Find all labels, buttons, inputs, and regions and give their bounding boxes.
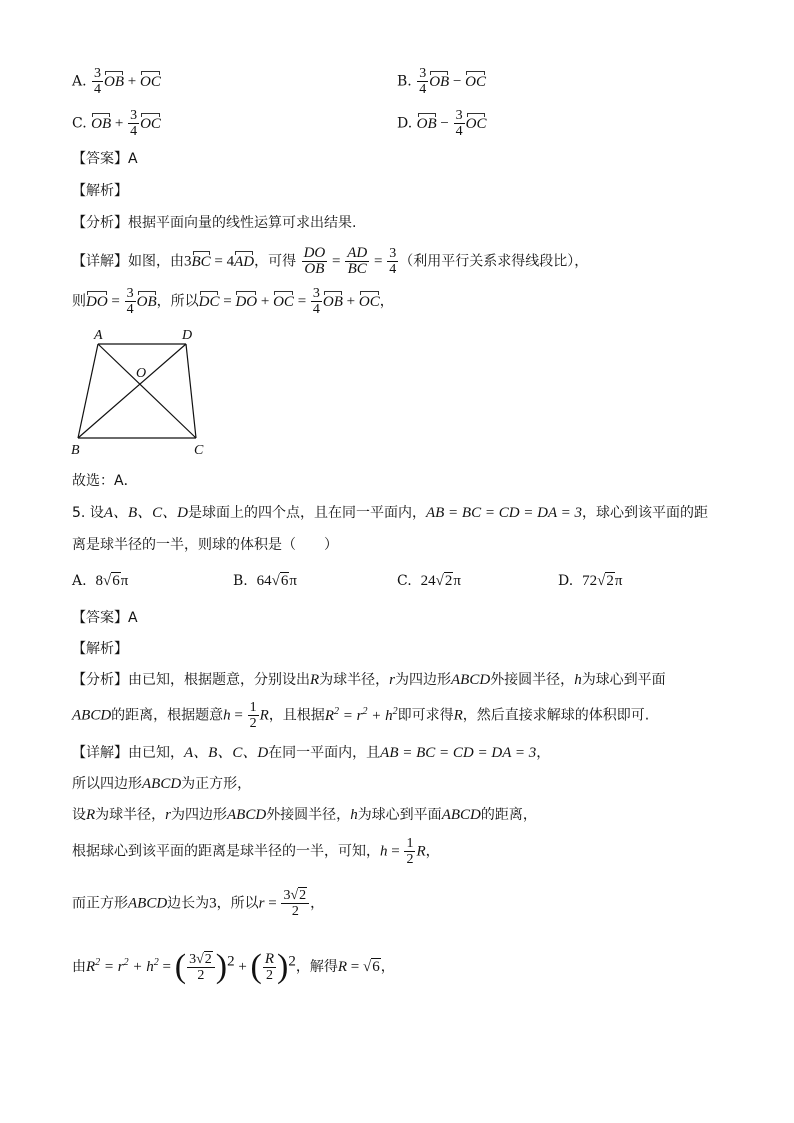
diagonal-ac bbox=[98, 344, 196, 438]
q5-fenxi-line2: ABCD的距离，根据题意h = $\frac{1}{2}$ R，且根据$R^2 = r^2 + h^2$即可求得R，然后直接求解球的体积即可. bbox=[72, 700, 650, 731]
q5-xiangjie-line1: 【详解】由已知，A、B、C、D在同一平面内，且AB = BC = CD = DA = 3， bbox=[72, 745, 551, 761]
option-label: C. bbox=[72, 115, 87, 132]
q5-option-d: D. 72√2π bbox=[558, 573, 623, 589]
label-b: B bbox=[71, 443, 80, 458]
diagonal-bd bbox=[78, 344, 186, 438]
option-label: A. bbox=[72, 73, 87, 90]
q5-line5: 而正方形ABCD边长为3，所以r = $\frac{3√2}{2}$ ， bbox=[72, 888, 325, 919]
label-c: C bbox=[194, 443, 204, 458]
edge-dc bbox=[186, 344, 196, 438]
q4-option-d: D. OB − $\frac{3}{4}$ OC bbox=[397, 108, 487, 139]
q5-option-c: C. 24√2π bbox=[397, 573, 461, 589]
label-o: O bbox=[136, 366, 147, 381]
q4-xiangjie: 【详解】如图，由3BC = 4AD，可得 $\frac{DO}{OB}$ = $\frac{AD}{BC}$ = $\frac{3}{4}$ （利用平行关系求得线段比）， bbox=[72, 245, 589, 277]
label-d: D bbox=[182, 328, 193, 343]
q5-option-a: A. 8√6π bbox=[72, 573, 129, 589]
q4-answer: 【答案】A bbox=[72, 151, 138, 167]
q4-fenxi: 【分析】根据平面向量的线性运算可求出结果. bbox=[72, 215, 357, 231]
q5-line6: 由$R^2 = r^2 + h^2$ = ( $\frac{3√2}{2}$ )$^2$ + ( $\frac{R}{2}$ )$^2$，解得R = √6， bbox=[72, 948, 395, 985]
q5-option-b: B. 64√6π bbox=[233, 573, 297, 589]
trapezoid-figure bbox=[68, 326, 218, 458]
q4-analysis-tag: 【解析】 bbox=[72, 183, 128, 199]
q5-stem-line1: 5. 设A、B、C、D是球面上的四个点，且在同一平面内，AB = BC = CD = DA = 3，球心到该平面的距 bbox=[72, 505, 709, 521]
q5-analysis-tag: 【解析】 bbox=[72, 641, 128, 657]
label-a: A bbox=[94, 328, 103, 343]
q4-option-b: B. $\frac{3}{4}$ OB − OC bbox=[397, 66, 487, 97]
q4-line2: 则DO = $\frac{3}{4}$ OB，所以DC = DO + OC = $\frac{3}{4}$ OB + OC， bbox=[72, 286, 394, 317]
option-label: B. bbox=[397, 73, 412, 90]
q5-line4: 根据球心到该平面的距离是球半径的一半，可知，h = $\frac{1}{2}$ R， bbox=[72, 836, 440, 867]
q4-option-c: C. OB + $\frac{3}{4}$ OC bbox=[72, 108, 161, 139]
q5-line2: 所以四边形ABCD为正方形， bbox=[72, 776, 252, 792]
q5-stem-line2: 离是球半径的一半，则球的体积是（ ） bbox=[72, 537, 338, 553]
q4-conclusion: 故选：A． bbox=[72, 473, 138, 489]
frac-3-4: $\frac{3}{4}$ bbox=[94, 66, 102, 97]
q5-answer: 【答案】A bbox=[72, 610, 138, 626]
q4-option-a: A. $\frac{3}{4}$ OB + OC bbox=[72, 66, 161, 97]
q5-line3: 设R为球半径，r为四边形ABCD外接圆半径，h为球心到平面ABCD的距离， bbox=[72, 807, 537, 823]
q5-fenxi-line1: 【分析】由已知，根据题意，分别设出R为球半径，r为四边形ABCD外接圆半径，h为球心到平面 bbox=[72, 672, 666, 688]
option-label: D. bbox=[397, 115, 413, 132]
